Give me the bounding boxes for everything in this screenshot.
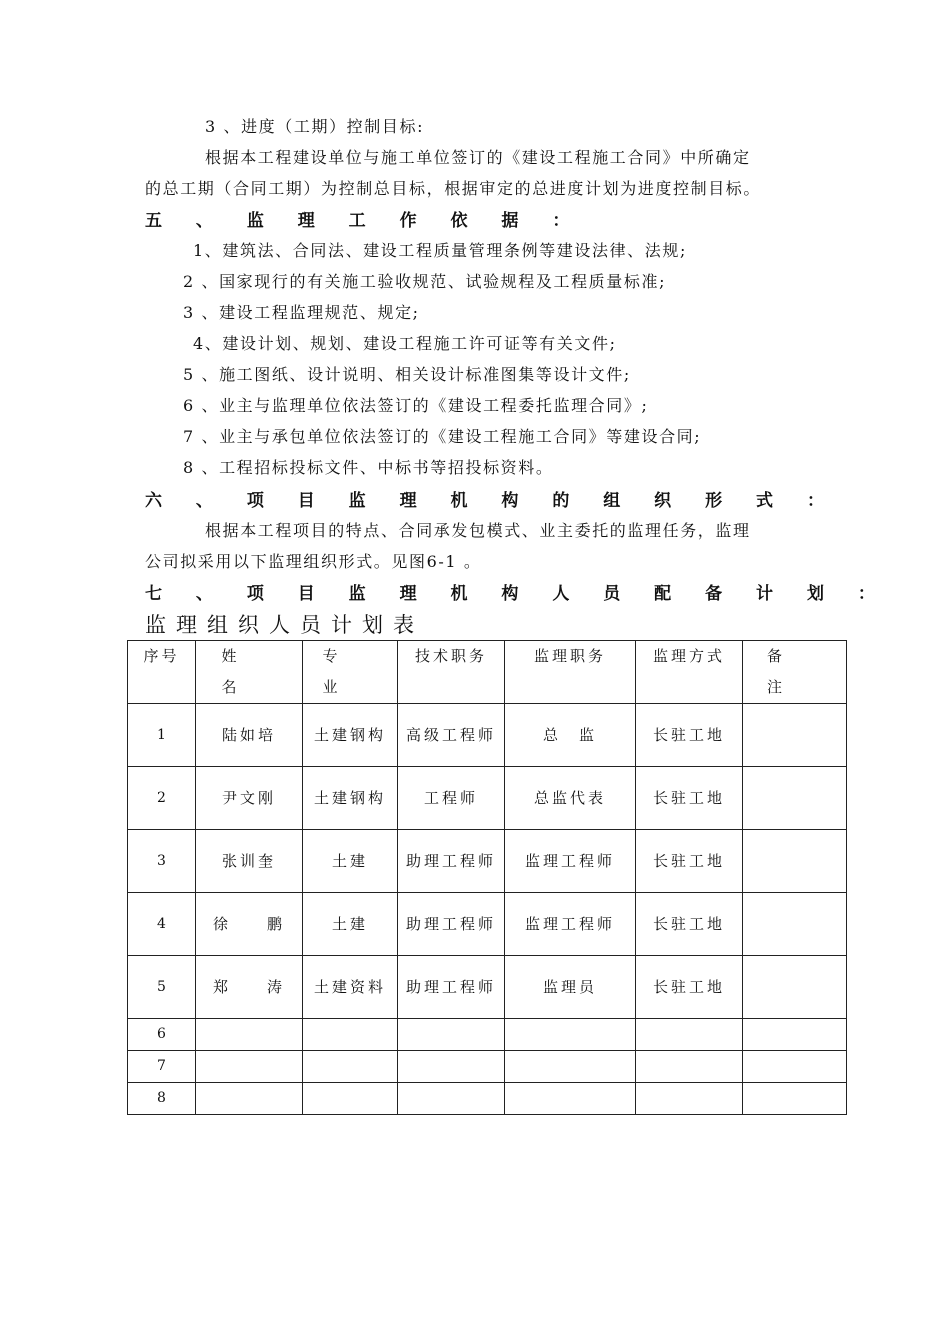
- table-cell: [196, 1051, 303, 1083]
- table-cell: 助理工程师: [398, 830, 505, 893]
- section5-item: 7 、业主与承包单位依法签订的《建设工程施工合同》等建设合同;: [183, 427, 702, 446]
- header-cell: 监理职务: [505, 641, 636, 704]
- table-cell: [743, 767, 847, 830]
- table-cell: [743, 704, 847, 767]
- table-title: 监理组织人员计划表: [145, 613, 424, 637]
- table-cell: [505, 1083, 636, 1115]
- table-cell: [398, 1051, 505, 1083]
- table-cell: 长驻工地: [636, 767, 743, 830]
- table-cell: 徐 鹏: [196, 893, 303, 956]
- table-cell: 监理员: [505, 956, 636, 1019]
- table-row: [128, 1019, 847, 1051]
- section5-item: 3 、建设工程监理规范、规定;: [183, 303, 420, 322]
- table-row: [128, 893, 847, 956]
- table-cell: 长驻工地: [636, 830, 743, 893]
- table-cell: 2: [128, 767, 196, 830]
- table-cell: 6: [128, 1019, 196, 1051]
- staff-plan-table: [127, 640, 847, 1115]
- header-cell: 姓名: [196, 641, 303, 704]
- table-row: [128, 704, 847, 767]
- table-cell: 长驻工地: [636, 956, 743, 1019]
- section3-paragraph-line2: 的总工期（合同工期）为控制总目标，根据审定的总进度计划为进度控制目标。: [145, 179, 762, 198]
- table-cell: [743, 1051, 847, 1083]
- table-cell: 监理工程师: [505, 830, 636, 893]
- section6-heading: 六 、 项 目 监 理 机 构 的 组 织 形 式 ：: [145, 491, 838, 511]
- section3-paragraph-line1: 根据本工程建设单位与施工单位签订的《建设工程施工合同》中所确定: [205, 148, 751, 167]
- table-row: [128, 830, 847, 893]
- table-header-row: [128, 641, 847, 704]
- table-cell: 尹文刚: [196, 767, 303, 830]
- header-cell: 技术职务: [398, 641, 505, 704]
- section6-paragraph-line1: 根据本工程项目的特点、合同承发包模式、业主委托的监理任务，监理: [205, 521, 751, 540]
- table-cell: 土建钢构: [303, 767, 398, 830]
- section5-item: 6 、业主与监理单位依法签订的《建设工程委托监理合同》;: [183, 396, 649, 415]
- header-cell: 专业: [303, 641, 398, 704]
- table-cell: 8: [128, 1083, 196, 1115]
- table-row: [128, 1083, 847, 1115]
- table-cell: 总 监: [505, 704, 636, 767]
- table-cell: [196, 1019, 303, 1051]
- section5-item: 8 、工程招标投标文件、中标书等招投标资料。: [183, 458, 554, 477]
- table-cell: 助理工程师: [398, 893, 505, 956]
- table-cell: 5: [128, 956, 196, 1019]
- table-row: [128, 767, 847, 830]
- table-cell: [398, 1019, 505, 1051]
- table-cell: 长驻工地: [636, 704, 743, 767]
- table-cell: 土建: [303, 830, 398, 893]
- table-cell: [743, 893, 847, 956]
- table-cell: [505, 1019, 636, 1051]
- table-row: [128, 1051, 847, 1083]
- header-cell: 序号: [128, 641, 196, 704]
- section7-heading: 七 、 项 目 监 理 机 构 人 员 配 备 计 划 ：: [145, 584, 889, 604]
- section6-paragraph-line2: 公司拟采用以下监理组织形式。见图6-1 。: [145, 552, 482, 571]
- table-cell: 张训奎: [196, 830, 303, 893]
- table-cell: 土建: [303, 893, 398, 956]
- table-cell: [636, 1083, 743, 1115]
- table-cell: 高级工程师: [398, 704, 505, 767]
- table-cell: [303, 1083, 398, 1115]
- table-cell: 土建钢构: [303, 704, 398, 767]
- section3-title: 3 、进度（工期）控制目标:: [205, 117, 425, 136]
- section5-item: 2 、国家现行的有关施工验收规范、试验规程及工程质量标准;: [183, 272, 667, 291]
- table-cell: [743, 1083, 847, 1115]
- table-cell: 土建资料: [303, 956, 398, 1019]
- table-cell: [398, 1083, 505, 1115]
- table-cell: [303, 1019, 398, 1051]
- section5-heading: 五 、 监 理 工 作 依 据 ：: [145, 211, 584, 231]
- table-cell: [743, 956, 847, 1019]
- header-cell: 备注: [743, 641, 847, 704]
- table-cell: [636, 1051, 743, 1083]
- table-cell: 1: [128, 704, 196, 767]
- table-cell: 3: [128, 830, 196, 893]
- section5-item: 5 、施工图纸、设计说明、相关设计标准图集等设计文件;: [183, 365, 631, 384]
- table-cell: [743, 830, 847, 893]
- header-cell: 监理方式: [636, 641, 743, 704]
- table-cell: 助理工程师: [398, 956, 505, 1019]
- table-cell: 监理工程师: [505, 893, 636, 956]
- table-cell: [636, 1019, 743, 1051]
- table-cell: [196, 1083, 303, 1115]
- table-cell: 7: [128, 1051, 196, 1083]
- table-cell: 总监代表: [505, 767, 636, 830]
- section5-item: 1、建筑法、合同法、建设工程质量管理条例等建设法律、法规;: [193, 241, 687, 260]
- table-cell: [303, 1051, 398, 1083]
- table-row: [128, 956, 847, 1019]
- table-cell: 工程师: [398, 767, 505, 830]
- table-cell: 长驻工地: [636, 893, 743, 956]
- section5-item: 4、建设计划、规划、建设工程施工许可证等有关文件;: [193, 334, 617, 353]
- table-cell: [743, 1019, 847, 1051]
- table-cell: 郑 涛: [196, 956, 303, 1019]
- table-cell: 4: [128, 893, 196, 956]
- table-cell: [505, 1051, 636, 1083]
- table-cell: 陆如培: [196, 704, 303, 767]
